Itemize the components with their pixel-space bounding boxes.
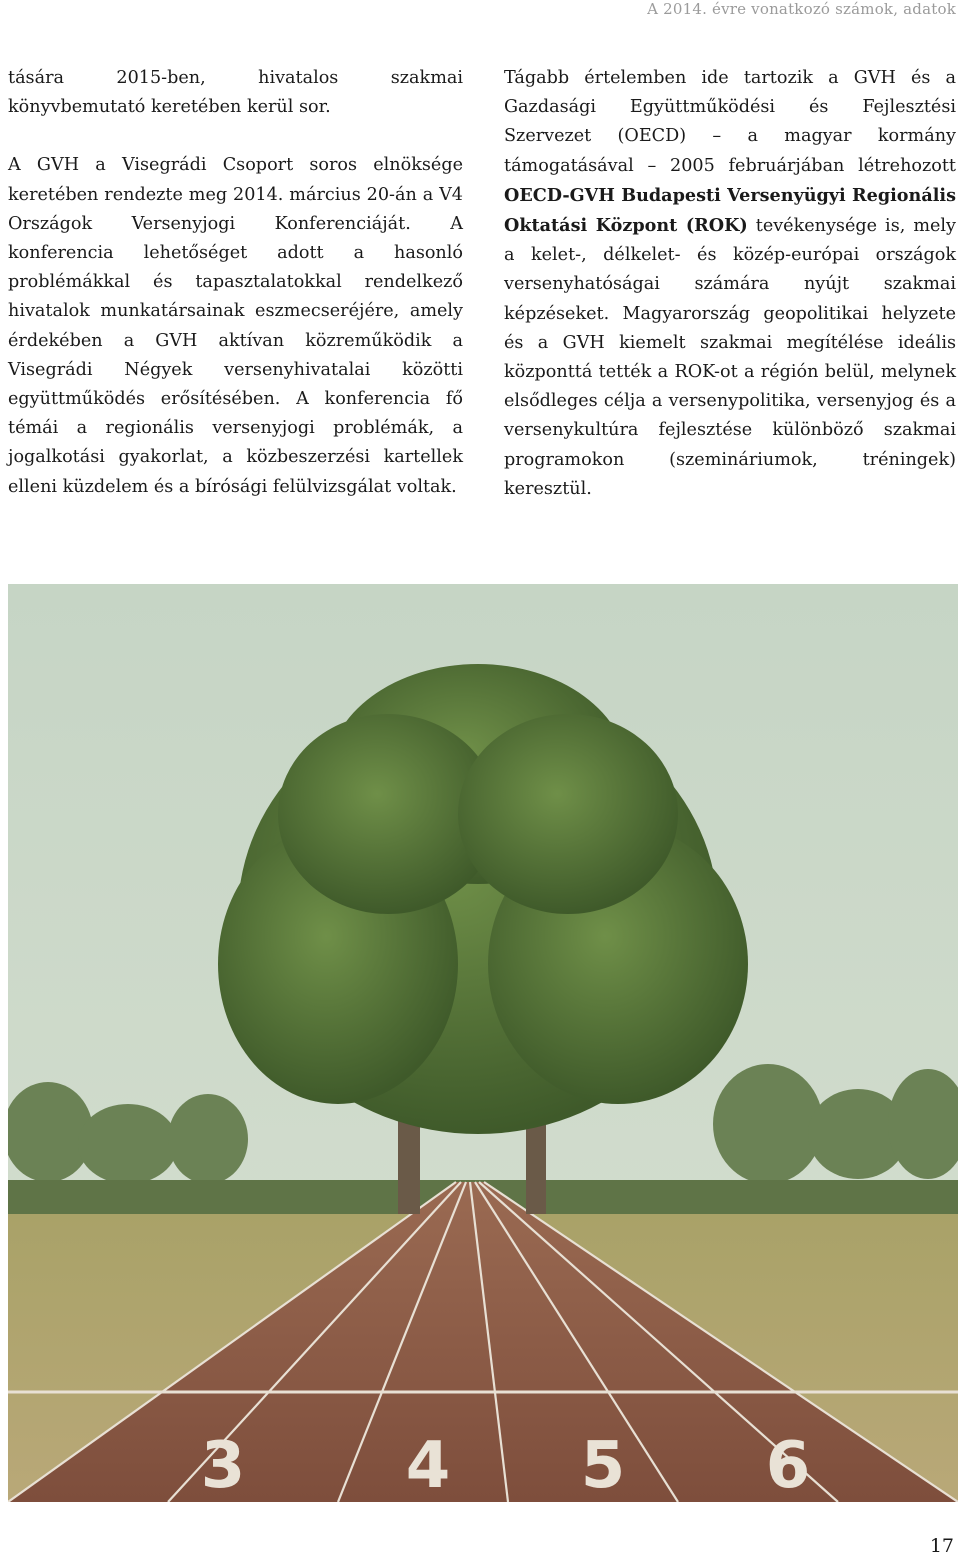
lane-number: 5: [580, 1429, 626, 1502]
paragraph: [504, 64, 956, 504]
running-header: A 2014. évre vonatkozó számok, adatok: [647, 0, 956, 18]
paragraph: tására 2015-ben, hivatalos szakmai könyvbemutató keretében kerül sor.: [8, 68, 463, 118]
lane-number: 4: [405, 1429, 451, 1502]
paragraph-text: tevékenysége is, mely a kelet-, délkelet- és közép-európai országok versenyhatóságai számára nyújt szakmai képzéseket. Magyarország geopolitikai helyzete és a GVH kiemelt szakmai megítélése ideális központtá tették a ROK-ot a régión belül, melynek elsődleges célja a versenypolitika, versenyjog és a versenykultúra fejlesztése különböző szakmai programokon (szemináriumok, tréningek) keresztül.: [504, 216, 956, 499]
left-text-column: [8, 64, 463, 531]
rok-center-name: OECD-GVH Budapesti Versenyügyi Regionális Oktatási Központ (ROK): [504, 184, 956, 237]
paragraph: A GVH a Visegrádi Csoport soros elnöksége keretében rendezte meg 2014. március 20-án a V4 Országok Versenyjogi Konferenciáját. A konferencia lehetőséget adott a hasonló problémákkal és tapasztalatokkal rendelkező hivatalok munkatársainak eszmecseréjére, amely érdekében a GVH aktívan közreműködik a Visegrádi Négyek versenyhivatalai közötti együttműködés erősítésében. A konferencia fő témái a regionális versenyjogi problémák, a jogalkotási gyakorlat, a közbeszerzési kartellek elleni küzdelem és a bírósági felülvizsgálat voltak.: [8, 155, 463, 497]
page-number: 17: [929, 1535, 954, 1557]
lane-number: 3: [200, 1429, 246, 1502]
tree-and-running-track-photo: [8, 584, 958, 1502]
paragraph-text: Tágabb értelemben ide tartozik a GVH és a Gazdasági Együttműködési és Fejlesztési Szervezet (OECD) – a magyar kormány támogatásával – 2005 februárjában létrehozott: [504, 68, 956, 176]
right-text-column: [504, 64, 956, 533]
lane-number: 6: [765, 1429, 811, 1502]
